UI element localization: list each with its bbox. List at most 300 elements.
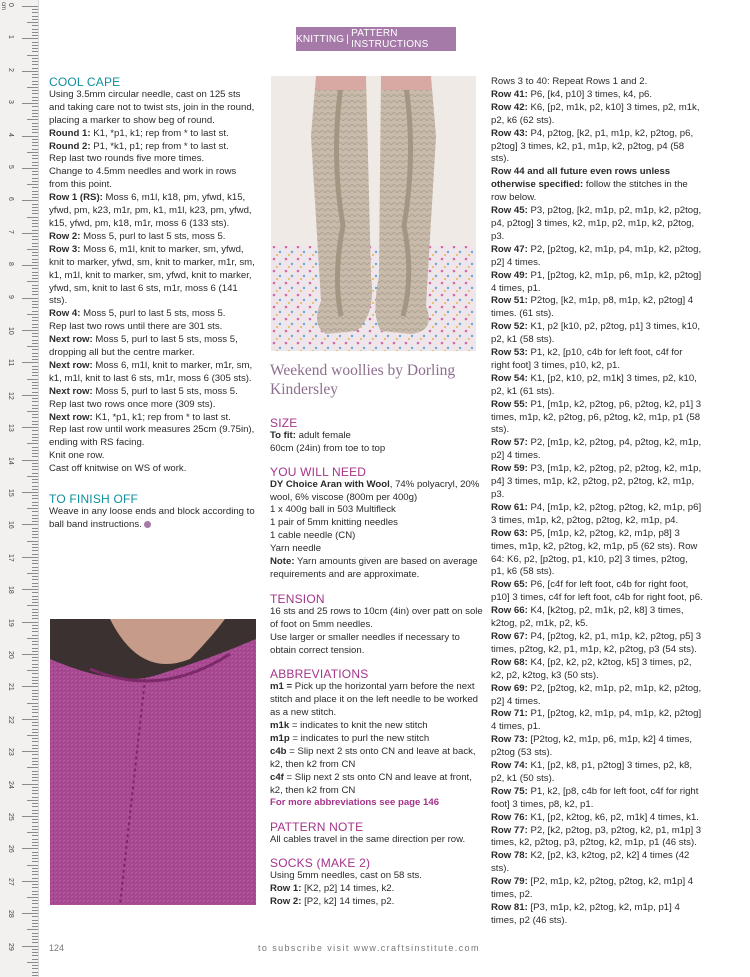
ruler-tick	[32, 774, 38, 775]
ruler-tick	[32, 758, 38, 759]
ruler-tick	[32, 842, 38, 843]
ruler-tick	[32, 852, 38, 853]
instruction-row: Row 76: K1, [p2, k2tog, k6, p2, m1k] 4 times, k1.	[491, 811, 699, 823]
cape-title: COOL CAPE	[49, 75, 121, 89]
ruler-tick	[32, 291, 38, 292]
instruction: Next row: Moss 5, purl to last 5 sts, moss 5.	[49, 385, 238, 397]
instruction-row: Row 52: K1, p2 [k10, p2, p2tog, p1] 3 times, k10, p2, k1 (58 sts).	[491, 321, 701, 346]
ruler-tick	[32, 165, 38, 166]
ruler-tick	[32, 285, 38, 286]
ruler-tick	[32, 223, 38, 224]
ruler-tick	[22, 71, 38, 72]
ruler-tick	[22, 816, 38, 817]
ruler-tick	[32, 29, 38, 30]
ruler-tick	[27, 217, 38, 218]
ruler-number: 13	[7, 424, 14, 432]
ruler-tick	[32, 259, 38, 260]
ruler-tick	[32, 677, 38, 678]
ruler-tick	[27, 22, 38, 23]
ruler-tick	[32, 787, 38, 788]
ruler-tick	[32, 709, 38, 710]
ruler-tick	[32, 942, 38, 943]
ruler-tick	[32, 920, 38, 921]
ruler-number: 15	[7, 489, 14, 497]
ruler-tick	[32, 12, 38, 13]
ruler-tick	[32, 126, 38, 127]
ruler-number: 22	[7, 715, 14, 724]
ruler-tick	[32, 145, 38, 146]
ruler-tick	[32, 58, 38, 59]
ruler-tick	[27, 379, 38, 380]
ruler-tick	[32, 9, 38, 10]
instruction: Next row: K1, *p1, k1; rep from * to last st.	[49, 411, 231, 423]
ruler-tick	[32, 440, 38, 441]
ruler-tick	[32, 903, 38, 904]
ruler-tick	[27, 152, 38, 153]
ruler-tick	[32, 48, 38, 49]
ruler-tick	[32, 278, 38, 279]
ruler-tick	[32, 819, 38, 820]
instruction: Rep last two rows until there are 301 sts.	[49, 321, 223, 333]
ruler-tick	[32, 592, 38, 593]
ruler-tick	[32, 90, 38, 91]
ruler-tick	[32, 473, 38, 474]
ruler-number: 27	[7, 877, 14, 886]
ruler-tick	[32, 868, 38, 869]
ruler-tick	[32, 602, 38, 603]
ruler-tick	[32, 194, 38, 195]
ruler-tick	[32, 871, 38, 872]
ruler-tick	[32, 612, 38, 613]
ruler-tick	[32, 307, 38, 308]
ruler-tick	[32, 93, 38, 94]
ruler-tick	[32, 262, 38, 263]
ruler-tick	[32, 489, 38, 490]
ruler-tick	[32, 178, 38, 179]
ruler-tick	[32, 401, 38, 402]
ruler-tick	[32, 745, 38, 746]
ruler-tick	[22, 200, 38, 201]
ruler-tick	[27, 443, 38, 444]
instruction-row: Row 78: K2, [p2, k3, k2tog, p2, k2] 4 times (42 sts).	[491, 850, 690, 875]
ruler-tick	[32, 874, 38, 875]
instruction-row: Row 63: P5, [m1p, k2, p2tog, k2, m1p, p8] 3 times, m1p, k2, p2tog, k2, m1p, p5 (62 sts). Row 64: K6, p2, [p2tog, p1, k10, p2] 3 times, p2tog, p1, k6 (58 sts).	[491, 527, 698, 578]
instruction: Use larger or smaller needles if necessary to obtain correct tension.	[270, 631, 460, 656]
ruler-tick	[32, 664, 38, 665]
ruler-tick	[32, 456, 38, 457]
ruler-tick	[32, 657, 38, 658]
instruction: Rep last row until work measures 25cm (9.75in), ending with RS facing.	[49, 424, 255, 449]
instruction-row: Rows 3 to 40: Repeat Rows 1 and 2.	[491, 76, 648, 87]
instruction-row: Row 51: P2tog, [k2, m1p, p8, m1p, k2, p2tog] 4 times. (61 sts).	[491, 295, 694, 320]
instruction: Row 4: Moss 5, purl to last 5 sts, moss 5.	[49, 308, 226, 320]
ruler-tick	[32, 113, 38, 114]
ruler-tick	[32, 793, 38, 794]
ruler-tick	[22, 395, 38, 396]
ruler-tick	[32, 236, 38, 237]
ruler-number: 7	[7, 229, 14, 234]
ruler-tick	[32, 764, 38, 765]
ruler-tick	[32, 690, 38, 691]
ruler-tick	[32, 693, 38, 694]
ruler-tick	[27, 832, 38, 833]
ruler-number: 23	[7, 748, 14, 756]
ruler-tick	[32, 482, 38, 483]
instruction-row: Row 53: P1, k2, [p10, c4b for left foot, c4f for right foot] 3 times, p10, k2, p1.	[491, 347, 683, 371]
ruler-tick	[22, 654, 38, 655]
ruler-tick	[22, 330, 38, 331]
ruler-tick	[32, 761, 38, 762]
ruler-tick	[32, 294, 38, 295]
ruler-tick	[32, 311, 38, 312]
ruler-tick	[32, 171, 38, 172]
ruler-tick	[32, 738, 38, 739]
ruler-tick	[27, 411, 38, 412]
ruler-number: 28	[7, 910, 14, 918]
ruler-number: 14	[7, 456, 14, 465]
instruction-row: Row 57: P2, [m1p, k2, p2tog, p4, p2tog, k2, m1p, p2] 4 times.	[491, 437, 702, 462]
ruler-tick	[27, 865, 38, 866]
ruler-tick	[32, 680, 38, 681]
ruler-tick	[32, 434, 38, 435]
page-number: 124	[49, 943, 65, 953]
cape-intro: Using 3.5mm circular needle, cast on 125 sts and taking care not to twist sts, join in the round, placing a marker to show beg of round.	[49, 88, 255, 126]
ruler-number: 3	[7, 100, 14, 105]
ruler-tick	[32, 972, 38, 973]
ruler-unit: cm	[0, 2, 6, 10]
ruler-tick	[32, 725, 38, 726]
ruler-tick	[32, 599, 38, 600]
ruler-tick	[32, 635, 38, 636]
ruler-tick	[32, 356, 38, 357]
ruler-tick	[32, 369, 38, 370]
ruler-tick	[22, 103, 38, 104]
ruler-tick	[32, 51, 38, 52]
ruler-tick	[32, 366, 38, 367]
ruler-tick	[32, 554, 38, 555]
ruler-tick	[32, 968, 38, 969]
instruction-row: Row 65: P6, [c4f for left foot, c4b for right foot, p10] 3 times, c4f for left foot, c4b for right foot, p6.	[491, 579, 703, 604]
ruler-tick	[32, 855, 38, 856]
ruler-tick	[32, 469, 38, 470]
instruction: Round 1: K1, *p1, k1; rep from * to last st.	[49, 127, 229, 139]
ruler-tick	[32, 716, 38, 717]
ruler-tick	[22, 492, 38, 493]
ruler-tick	[27, 605, 38, 606]
ruler-tick	[32, 660, 38, 661]
ruler-number: 17	[7, 553, 14, 562]
instruction-row: Row 42: K6, [p2, m1k, p2, k10] 3 times, p2, m1k, p2, k6 (62 sts).	[491, 101, 700, 126]
ruler-number: 16	[7, 521, 14, 530]
instruction-row: Row 69: P2, [p2tog, k2, m1p, p2, m1p, k2, p2tog, p2] 4 times.	[491, 682, 702, 707]
instruction: Row 2: Moss 5, purl to last 5 sts, moss 5.	[49, 230, 226, 242]
ruler-tick	[32, 359, 38, 360]
ruler-tick	[32, 226, 38, 227]
ruler-tick	[32, 479, 38, 480]
ruler-tick	[32, 32, 38, 33]
ruler-tick	[32, 343, 38, 344]
ruler-tick	[32, 803, 38, 804]
ruler-tick	[32, 495, 38, 496]
ruler-tick	[32, 771, 38, 772]
ruler-tick	[32, 301, 38, 302]
ruler-tick	[32, 116, 38, 117]
ruler-tick	[22, 136, 38, 137]
ruler-tick	[32, 158, 38, 159]
ruler-tick	[32, 609, 38, 610]
ruler-tick	[32, 521, 38, 522]
sweater-photo	[50, 619, 256, 905]
ruler-tick	[22, 622, 38, 623]
instruction: All cables travel in the same direction per row.	[270, 834, 466, 846]
instruction: Using 5mm needles, cast on 58 sts.	[270, 870, 422, 882]
instruction: 1 x 400g ball in 503 Multifleck	[270, 504, 396, 516]
instruction: Row 1 (RS): Moss 6, m1l, k18, pm, yfwd, k15, yfwd, pm, k23, m1r, pm, k1, m1l, k23, pm, yfwd, k15, yfwd, pm, k18, m1r, moss 6 (133 sts).	[49, 192, 252, 229]
size-title: SIZE	[270, 416, 298, 430]
ruler-tick	[32, 780, 38, 781]
ruler-tick	[22, 524, 38, 525]
ruler-tick	[32, 375, 38, 376]
ruler-tick	[32, 304, 38, 305]
instruction: DY Choice Aran with Wool, 74% polyacryl, 20% wool, 6% viscose (800m per 400g)	[270, 478, 480, 503]
ruler-tick	[32, 939, 38, 940]
ruler-tick	[32, 835, 38, 836]
ruler-tick	[32, 129, 38, 130]
ruler-tick	[32, 35, 38, 36]
instruction-row: Row 74: K1, [p2, k8, p1, p2tog] 3 times, p2, k8, p2, k1 (50 sts).	[491, 760, 693, 784]
subsection-label: PATTERN INSTRUCTIONS	[351, 28, 429, 50]
ruler-tick	[27, 541, 38, 542]
ruler-tick	[32, 81, 38, 82]
ruler-number: 24	[7, 780, 14, 789]
ruler-tick	[27, 314, 38, 315]
ruler-tick	[32, 349, 38, 350]
ruler	[0, 0, 39, 977]
ruler-number: 8	[7, 262, 14, 267]
ruler-tick	[32, 97, 38, 98]
ruler-tick	[32, 797, 38, 798]
ruler-tick	[32, 220, 38, 221]
ruler-tick	[32, 155, 38, 156]
ruler-tick	[32, 528, 38, 529]
ruler-tick	[32, 421, 38, 422]
ruler-tick	[22, 589, 38, 590]
ruler-tick	[32, 748, 38, 749]
ruler-tick	[32, 246, 38, 247]
materials-title: YOU WILL NEED	[270, 464, 367, 479]
ruler-tick	[32, 430, 38, 431]
instruction: 1 cable needle (CN)	[270, 530, 356, 542]
ruler-tick	[32, 502, 38, 503]
pattern-note-title: PATTERN NOTE	[270, 820, 364, 835]
ruler-tick	[32, 547, 38, 548]
more-abbreviations-link[interactable]: For more abbreviations see page 146	[270, 797, 440, 809]
ruler-tick	[27, 703, 38, 704]
ruler-tick	[32, 923, 38, 924]
ruler-tick	[32, 955, 38, 956]
ruler-tick	[27, 346, 38, 347]
socks-title: SOCKS (MAKE 2)	[270, 856, 371, 871]
ruler-tick	[32, 560, 38, 561]
ruler-tick	[22, 233, 38, 234]
ruler-tick	[32, 806, 38, 807]
ruler-tick	[32, 450, 38, 451]
ruler-tick	[32, 822, 38, 823]
ruler-tick	[32, 243, 38, 244]
ruler-tick	[32, 579, 38, 580]
ruler-tick	[32, 810, 38, 811]
ruler-tick	[22, 6, 38, 7]
instruction: Next row: Moss 6, m1l, knit to marker, m1r, sm, k1, m1l, knit to last 6 sts, m1r, moss 6 (305 sts).	[49, 359, 253, 384]
ruler-tick	[27, 670, 38, 671]
ruler-number: 4	[7, 132, 14, 137]
ruler-tick	[27, 281, 38, 282]
ruler-tick	[32, 123, 38, 124]
ruler-tick	[32, 408, 38, 409]
ruler-tick	[27, 735, 38, 736]
ruler-tick	[32, 268, 38, 269]
ruler-tick	[32, 878, 38, 879]
ruler-tick	[32, 288, 38, 289]
ruler-tick	[32, 515, 38, 516]
ruler-number: 2	[7, 67, 14, 72]
ruler-tick	[32, 845, 38, 846]
ruler-tick	[32, 722, 38, 723]
ruler-tick	[32, 741, 38, 742]
ruler-tick	[32, 100, 38, 101]
ruler-tick	[32, 696, 38, 697]
ruler-tick	[27, 573, 38, 574]
ruler-tick	[32, 567, 38, 568]
ruler-tick	[32, 644, 38, 645]
instruction: 16 sts and 25 rows to 10cm (4in) over patt on sole of foot on 5mm needles.	[270, 605, 483, 630]
ruler-tick	[32, 858, 38, 859]
ruler-tick	[32, 673, 38, 674]
ruler-tick	[32, 618, 38, 619]
ruler-tick	[32, 952, 38, 953]
ruler-tick	[32, 900, 38, 901]
ruler-tick	[32, 275, 38, 276]
ruler-tick	[32, 320, 38, 321]
ruler-tick	[22, 265, 38, 266]
ruler-tick	[32, 949, 38, 950]
instruction-row: Row 44 and all future even rows unless otherwise specified: follow the stitches in the row below.	[491, 166, 688, 204]
ruler-tick	[27, 897, 38, 898]
ruler-tick	[32, 385, 38, 386]
ruler-tick	[32, 631, 38, 632]
ruler-tick	[32, 453, 38, 454]
ruler-tick	[32, 110, 38, 111]
ruler-tick	[32, 388, 38, 389]
instruction-row: Row 55: P1, [m1p, k2, p2tog, p6, p2tog, k2, p1] 3 times, m1p, k2, p2tog, p6, p2tog, k2, m1p, p1 (58 sts).	[491, 398, 702, 436]
ruler-tick	[22, 38, 38, 39]
ruler-tick	[32, 790, 38, 791]
ruler-tick	[32, 207, 38, 208]
ruler-tick	[32, 213, 38, 214]
ruler-tick	[32, 132, 38, 133]
ruler-tick	[32, 139, 38, 140]
subscribe-line: to subscribe visit www.craftsinstitute.com	[258, 943, 480, 953]
end-mark-icon	[144, 521, 151, 528]
ruler-tick	[32, 907, 38, 908]
instruction-row: Row 47: P2, [p2tog, k2, m1p, p4, m1p, k2, p2tog, p2] 4 times.	[491, 243, 702, 268]
ruler-tick	[32, 511, 38, 512]
ruler-tick	[27, 87, 38, 88]
ruler-tick	[32, 891, 38, 892]
ruler-tick	[32, 230, 38, 231]
instruction: m1 = Pick up the horizontal yarn before the next stitch and place it on the left needle to be worked as a new stitch.	[270, 681, 478, 719]
instruction: 60cm (24in) from toe to top	[270, 442, 386, 454]
ruler-tick	[32, 77, 38, 78]
ruler-tick	[32, 596, 38, 597]
ruler-tick	[32, 861, 38, 862]
instruction-row: Row 61: P4, [m1p, k2, p2tog, p2tog, k2, m1p, p6] 3 times, m1p, k2, p2tog, p2tog, k2, m1p, p4.	[491, 501, 702, 526]
ruler-number: 5	[7, 165, 14, 169]
instruction: Rep last two rows once more (309 sts).	[49, 398, 216, 410]
ruler-tick	[32, 447, 38, 448]
ruler-tick	[32, 839, 38, 840]
ruler-tick	[32, 42, 38, 43]
instruction: Cast off knitwise on WS of work.	[49, 463, 187, 475]
section-banner: KNITTING | PATTERN INSTRUCTIONS	[296, 27, 456, 51]
instruction: m1k = indicates to knit the new stitch	[270, 720, 428, 732]
ruler-tick	[32, 255, 38, 256]
ruler-tick	[32, 174, 38, 175]
instruction: Row 2: [P2, k2] 14 times, p2.	[270, 895, 395, 907]
ruler-tick	[32, 463, 38, 464]
ruler-tick	[27, 508, 38, 509]
instruction-row: Row 75: P1, k2, [p8, c4b for left foot, c4f for right foot] 3 times, p8, k2, p1.	[491, 785, 699, 810]
tension-title: TENSION	[270, 591, 325, 606]
instruction: Round 2: P1, *k1, p1; rep from * to last st.	[49, 140, 229, 152]
instruction-row: Row 43: P4, p2tog, [k2, p1, m1p, k2, p2tog, p6, p2tog] 3 times, k2, p1, m1p, k2, p2tog, p4 (58 sts).	[491, 127, 694, 165]
instruction: Rep last two rounds five more times.	[49, 153, 205, 165]
instruction: c4b = Slip next 2 sts onto CN and leave at back, k2, then k2 from CN	[270, 745, 476, 770]
instruction-row: Row 67: P4, [p2tog, k2, p1, m1p, k2, p2tog, p5] 3 times, p2tog, k2, p1, m1p, k2, p2tog, p3 (54 sts).	[491, 630, 702, 655]
ruler-tick	[32, 353, 38, 354]
ruler-number: 10	[7, 327, 14, 335]
instruction: Next row: Moss 5, purl to last 5 sts, moss 5, dropping all but the centre marker.	[49, 334, 238, 359]
ruler-tick	[32, 64, 38, 65]
ruler-tick	[27, 638, 38, 639]
ruler-tick	[22, 946, 38, 947]
instruction: Row 3: Moss 6, m1l, knit to marker, sm, yfwd, knit to marker, yfwd, sm, knit to marker, m1r, sm, k1, m1l, knit to marker, sm, yfwd, knit to marker, yfwd, sm, knit to last 6 sts, m1r, moss 6 (141 sts).	[49, 243, 255, 307]
ruler-tick	[32, 149, 38, 150]
ruler-tick	[32, 563, 38, 564]
instruction: To fit: adult female	[270, 429, 351, 441]
ruler-tick	[32, 667, 38, 668]
ruler-tick	[32, 910, 38, 911]
ruler-tick	[32, 959, 38, 960]
ruler-tick	[32, 45, 38, 46]
ruler-tick	[32, 239, 38, 240]
instruction-row: Row 68: K4, [p2, k2, p2, k2tog, k5] 3 times, p2, k2, p2, k2tog, k3 (50 sts).	[491, 656, 692, 681]
ruler-tick	[32, 340, 38, 341]
ruler-number: 1	[7, 35, 14, 40]
ruler-number: 0	[7, 3, 14, 7]
instruction-row: Row 41: P6, [k4, p10] 3 times, k4, p6.	[491, 88, 653, 100]
ruler-tick	[32, 583, 38, 584]
ruler-tick	[32, 813, 38, 814]
ruler-tick	[32, 732, 38, 733]
ruler-tick	[22, 686, 38, 687]
ruler-tick	[32, 648, 38, 649]
ruler-tick	[32, 84, 38, 85]
ruler-tick	[27, 767, 38, 768]
ruler-tick	[32, 19, 38, 20]
ruler-tick	[32, 372, 38, 373]
ruler-tick	[27, 800, 38, 801]
